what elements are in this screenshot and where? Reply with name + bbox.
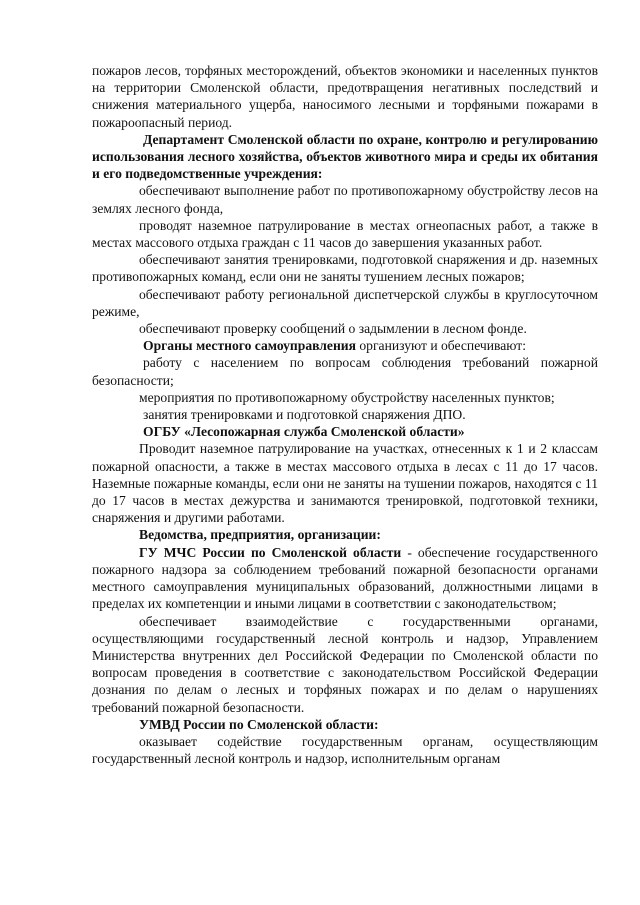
heading-agencies: Ведомства, предприятия, организации: xyxy=(139,527,381,543)
list-item: обеспечивают выполнение работ по противопожарному обустройству лесов на землях лесного фонда, xyxy=(92,183,598,216)
paragraph-interaction: обеспечивает взаимодействие с государственными органами, осуществляющими государственный лесной контроль и надзор, Управлением Министерства внутренних дел Российской Федерации по Смоленской области по вопросам проведения в соответствие с законодательством Российской Федерации дознания по делам о лесных и торфяных пожарах и по делам о нарушениях требований пожарной безопасности. xyxy=(92,613,598,715)
heading-fire-service: ОГБУ «Лесопожарная служба Смоленской области» xyxy=(143,424,465,440)
paragraph-mchs xyxy=(92,544,598,613)
list-item: работу с населением по вопросам соблюдения требований пожарной безопасности; xyxy=(92,355,598,388)
local-government-label: Органы местного самоуправления xyxy=(143,338,356,354)
heading-umvd: УМВД России по Смоленской области: xyxy=(139,716,379,732)
list-item: проводят наземное патрулирование в местах огнеопасных работ, а также в местах массового отдыха граждан с 11 часов до завершения указанных работ. xyxy=(92,217,598,251)
mchs-text: - обеспечение государственного пожарного надзора за соблюдением требований пожарной безопасности органами местного самоуправления муниципальных образований, должностными лицами в пределах их компетенции и иными лицами в соответствии с законодательством; xyxy=(92,544,598,612)
list-item: обеспечивают проверку сообщений о задымлении в лесном фонде. xyxy=(139,321,527,337)
list-item: обеспечивают работу региональной диспетчерской службы в круглосуточном режиме, xyxy=(92,286,598,319)
list-item: занятия тренировками и подготовкой снаряжения ДПО. xyxy=(143,407,466,423)
mchs-label: ГУ МЧС России по Смоленской области xyxy=(139,544,402,560)
list-item: обеспечивают занятия тренировками, подготовкой снаряжения и др. наземных противопожарных команд, если они не заняты тушением лесных пожаров; xyxy=(92,252,598,285)
paragraph-fire-prevention-goal: пожаров лесов, торфяных месторождений, объектов экономики и населенных пунктов на территории Смоленской области, предотвращения негативных последствий и снижения материального ущерба, наносимого лесными и торфяными пожарами в пожароопасный период. xyxy=(92,63,598,130)
local-government-text: организуют и обеспечивают: xyxy=(355,338,526,354)
heading-local-government xyxy=(92,337,598,354)
list-item: мероприятия по противопожарному обустройству населенных пунктов; xyxy=(139,389,555,405)
heading-forestry-department: Департамент Смоленской области по охране, контролю и регулированию использования лесного хозяйства, объектов животного мира и среды их обитания и его подведомственные учреждения: xyxy=(92,131,598,182)
document-body xyxy=(92,62,598,767)
paragraph-patrol: Проводит наземное патрулирование на участках, отнесенных к 1 и 2 классам пожарной опасности, а также в местах массового отдыха в лесах с 11 до 17 часов. Наземные пожарные команды, если они не заняты на тушении пожаров, находятся с 11 до 17 часов в местах дежурства и занимаются тренировкой, подготовкой техники, снаряжения и другими работами. xyxy=(92,441,598,526)
paragraph-umvd: оказывает содействие государственным органам, осуществляющим государственный лесной контроль и надзор, исполнительным органам xyxy=(92,733,598,767)
